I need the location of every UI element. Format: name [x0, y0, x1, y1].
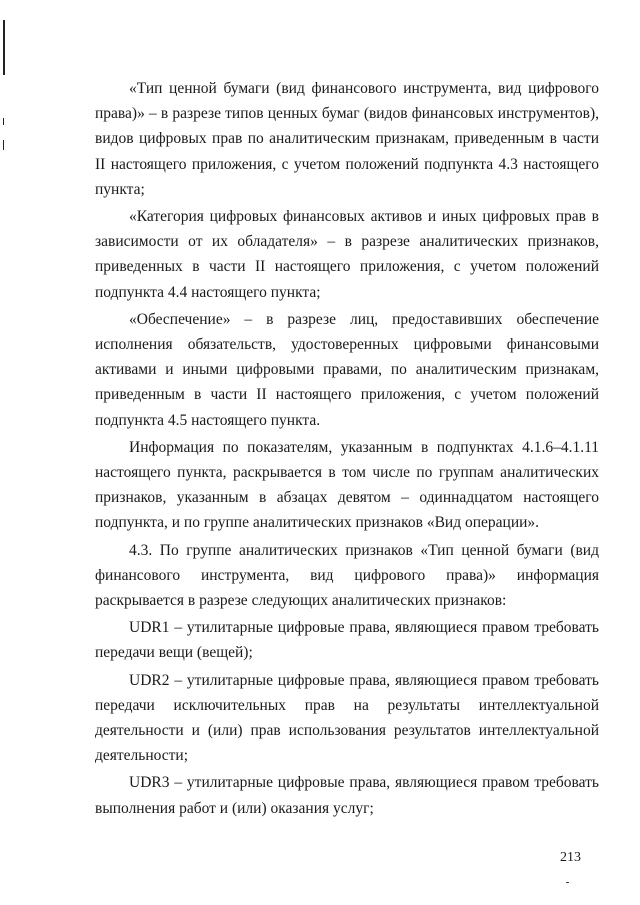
- scan-artifact: [566, 882, 569, 883]
- scan-margin-mark: [3, 140, 4, 150]
- page-number: 213: [560, 850, 581, 865]
- paragraph-collateral: «Обеспечение» – в разрезе лиц, предоставивших обеспечение исполнения обязательств, удостоверенных цифровыми финансовыми активами и иными цифровыми правами, по аналитическим признакам, приведенным в части II настоящего приложения, с учетом положений подпункта 4.5 настоящего пункта.: [95, 310, 599, 429]
- paragraph-asset-category: «Категория цифровых финансовых активов и иных цифровых прав в зависимости от их обладателя» – в разрезе аналитических признаков, приведенных в части II настоящего приложения, с учетом положений подпункта 4.4 настоящего пункта;: [95, 208, 599, 301]
- paragraph-udr2: UDR2 – утилитарные цифровые права, являющиеся правом требовать передачи исключительных прав на результаты интеллектуальной деятельности и (или) прав использования результатов интеллектуальной деятельности;: [95, 671, 599, 765]
- paragraph-indicators-disclosure: Информация по показателям, указанным в подпунктах 4.1.6–4.1.11 настоящего пункта, раскрывается в том числе по группам аналитических признаков, указанным в абзацах девятом – одиннадцатом настоящего подпункта, и по группе аналитических признаков «Вид операции».: [95, 438, 599, 532]
- paragraph-udr3: UDR3 – утилитарные цифровые права, являющиеся правом требовать выполнения работ и (или) оказания услуг;: [95, 774, 599, 817]
- paragraph-security-type: «Тип ценной бумаги (вид финансового инструмента, вид цифрового права)» – в разрезе типов ценных бумаг (видов финансовых инструментов), видов цифровых прав по аналитическим признакам, приведенным в части II настоящего приложения, с учетом положений подпункта 4.3 настоящего пункта;: [95, 80, 599, 198]
- paragraph-udr1: UDR1 – утилитарные цифровые права, являющиеся правом требовать передачи вещи (вещей);: [95, 619, 599, 662]
- paragraph-section-4-3: 4.3. По группе аналитических признаков «Тип ценной бумаги (вид финансового инструмента, вид цифрового права)» информация раскрывается в разрезе следующих аналитических признаков:: [95, 541, 599, 610]
- scan-margin-mark: [3, 118, 4, 125]
- scan-margin-mark: [3, 20, 5, 75]
- body-text: [95, 76, 599, 823]
